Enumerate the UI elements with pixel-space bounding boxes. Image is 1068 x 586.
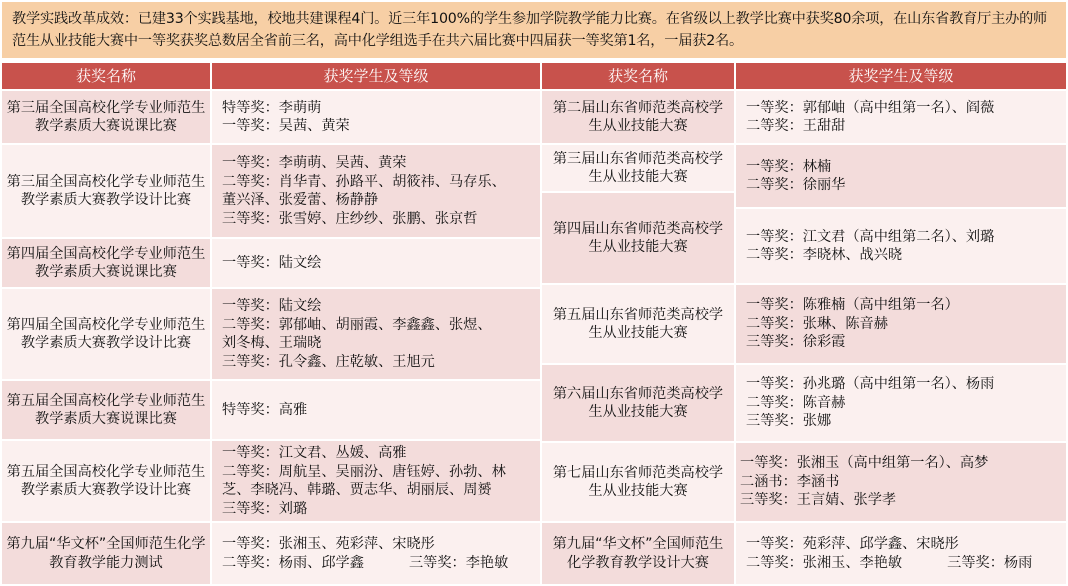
header-students-left: 获奖学生及等级	[212, 63, 540, 89]
right-award-name: 第二届山东省师范类高校学生从业技能大赛	[542, 91, 734, 143]
left-award-name: 第三届全国高校化学专业师范生教学素质大赛教学设计比赛	[2, 145, 210, 237]
left-award-students: 一等奖：李萌萌、吴茜、黄荣 二等奖：肖华青、孙路平、胡筱祎、马存乐、 董兴泽、张爱蕾、杨静静 三等奖：张雪婷、庄纱纱、张鹏、张京哲	[212, 145, 540, 237]
header-award-name-left: 获奖名称	[2, 63, 210, 89]
left-award-students: 一等奖：陆文绘 二等奖：郭郁岫、胡丽霞、李鑫鑫、张煜、 刘冬梅、王瑞晓 三等奖：孔令鑫、庄乾敏、王旭元	[212, 289, 540, 379]
right-award-name: 第三届山东省师范类高校学生从业技能大赛	[542, 145, 734, 191]
header-students-right: 获奖学生及等级	[736, 63, 1066, 89]
left-award-name: 第五届全国高校化学专业师范生教学素质大赛说课比赛	[2, 381, 210, 439]
header-award-name-right: 获奖名称	[542, 63, 734, 89]
right-award-students: 一等奖：郭郁岫（高中组第一名）、阎薇 二等奖：王甜甜	[736, 91, 1066, 143]
right-award-name: 第四届山东省师范类高校学生从业技能大赛	[542, 193, 734, 283]
left-award-students: 一等奖：张湘玉、苑彩萍、宋晓彤 二等奖：杨雨、邱学鑫 三等奖：李艳敏	[212, 523, 540, 584]
left-award-name: 第九届“华文杯”全国师范生化学教育教学能力测试	[2, 523, 210, 584]
left-award-name: 第五届全国高校化学专业师范生教学素质大赛教学设计比赛	[2, 441, 210, 521]
right-award-name: 第九届“华文杯”全国师范生化学教育教学设计大赛	[542, 523, 734, 584]
right-award-students: 一等奖：陈雅楠（高中组第一名） 二等奖：张琳、陈音赫 三等奖：徐彩霞	[736, 285, 1066, 363]
right-award-name: 第六届山东省师范类高校学生从业技能大赛	[542, 365, 734, 441]
right-award-students: 一等奖：苑彩萍、邱学鑫、宋晓彤 二等奖：张湘玉、李艳敏 三等奖：杨雨	[736, 523, 1066, 584]
right-award-students: 一等奖：林楠 二等奖：徐丽华	[736, 145, 1066, 207]
right-award-name: 第五届山东省师范类高校学生从业技能大赛	[542, 285, 734, 363]
left-award-name: 第四届全国高校化学专业师范生教学素质大赛说课比赛	[2, 239, 210, 287]
left-award-name: 第三届全国高校化学专业师范生教学素质大赛说课比赛	[2, 91, 210, 143]
left-award-students: 特等奖：李萌萌 一等奖：吴茜、黄荣	[212, 91, 540, 143]
right-award-students: 一等奖：江文君（高中组第二名）、刘璐 二等奖：李晓林、战兴晓	[736, 209, 1066, 283]
left-award-students: 特等奖：高雅	[212, 381, 540, 439]
left-award-name: 第四届全国高校化学专业师范生教学素质大赛教学设计比赛	[2, 289, 210, 379]
right-award-students: 一等奖：张湘玉（高中组第一名）、高梦 二涵书：李涵书 三等奖：王言婧、张学孝	[736, 443, 1066, 521]
left-award-students: 一等奖：江文君、丛媛、高雅 二等奖：周航呈、吴丽汾、唐钰婷、孙勃、林 芝、李晓冯、韩璐、贾志华、胡丽辰、周赟 三等奖：刘璐	[212, 441, 540, 521]
right-award-name: 第七届山东省师范类高校学生从业技能大赛	[542, 443, 734, 521]
right-award-students: 一等奖：孙兆璐（高中组第一名）、杨雨 二等奖：陈音赫 三等奖：张娜	[736, 365, 1066, 441]
left-award-students: 一等奖：陆文绘	[212, 239, 540, 287]
achievement-summary: 教学实践改革成效：已建33个实践基地，校地共建课程4门。近三年100%的学生参加学院教学能力比赛。在省级以上教学比赛中获奖80余项，在山东省教育厅主办的师范生从业技能大赛中一等奖获奖总数居全省前三名，高中化学组选手在共六届比赛中四届获一等奖第1名，一届获2名。	[2, 2, 1066, 58]
